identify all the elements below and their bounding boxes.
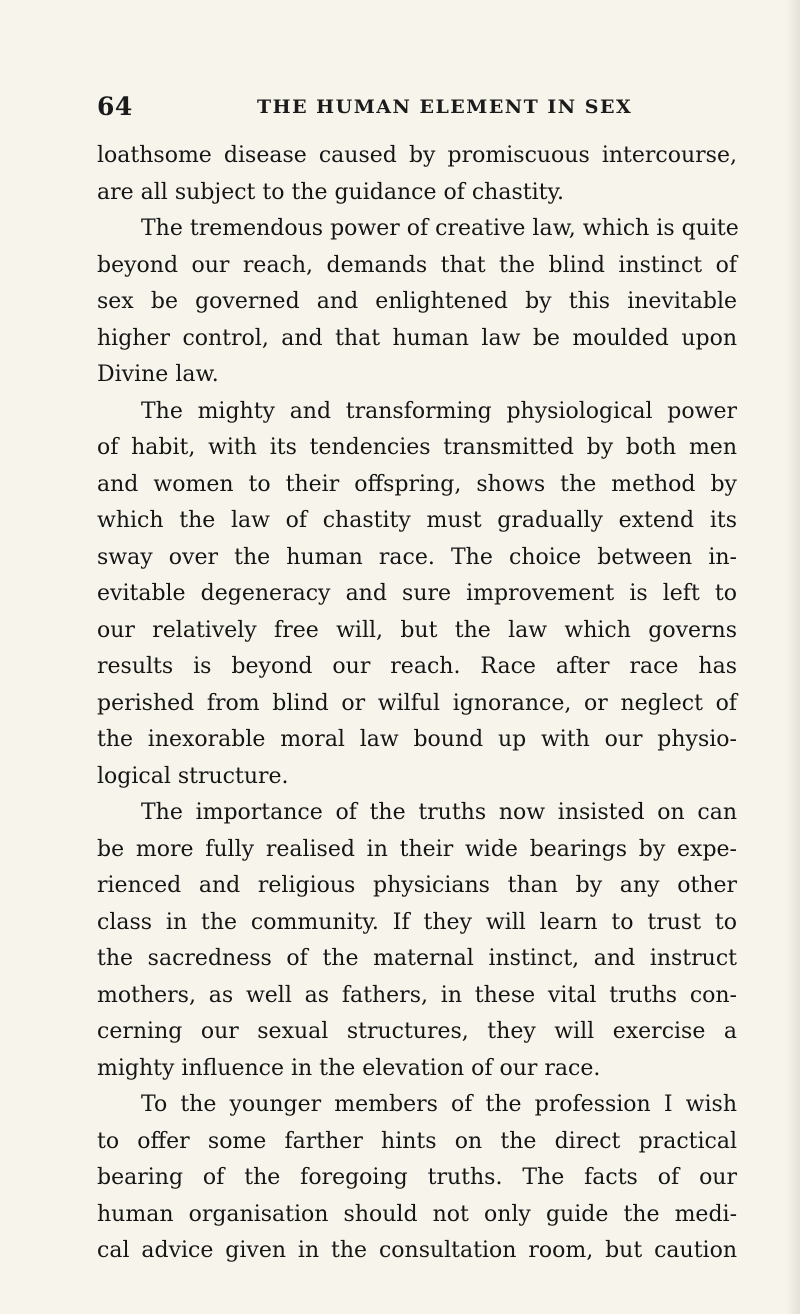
text-line: logical structure. bbox=[97, 763, 289, 789]
text-line: be more fully realised in their wide bearings by expe- bbox=[97, 836, 737, 862]
text-line: cerning our sexual structures, they will exercise a bbox=[97, 1019, 737, 1044]
text-line: of habit, with its tendencies transmitted by both men bbox=[97, 435, 737, 460]
text-line: bearing of the foregoing truths. The facts of our bbox=[97, 1165, 737, 1190]
text-line: and women to their offspring, shows the method by bbox=[97, 471, 737, 497]
text-line: the inexorable moral law bound up with our physio- bbox=[97, 727, 737, 752]
text-line: The importance of the truths now insisted on can bbox=[141, 800, 737, 825]
text-line: class in the community. If they will learn to trust to bbox=[97, 909, 737, 935]
text-line: mothers, as well as fathers, in these vital truths con- bbox=[97, 982, 737, 1008]
text-line: mighty influence in the elevation of our race. bbox=[97, 1055, 601, 1081]
text-line: sway over the human race. The choice between in- bbox=[97, 544, 737, 570]
text-line: beyond our reach, demands that the blind instinct of bbox=[97, 252, 737, 278]
running-header bbox=[97, 92, 717, 124]
text-line: the sacredness of the maternal instinct, and instruct bbox=[97, 946, 737, 971]
text-line: cal advice given in the consultation room, but caution bbox=[97, 1238, 737, 1263]
text-line: to offer some farther hints on the direct practical bbox=[97, 1128, 737, 1154]
page-edge-shadow bbox=[786, 0, 800, 1314]
text-line: are all subject to the guidance of chastity. bbox=[97, 179, 564, 205]
text-line: results is beyond our reach. Race after race has bbox=[97, 654, 737, 679]
text-line: Divine law. bbox=[97, 362, 219, 387]
text-line: our relatively free will, but the law which governs bbox=[97, 617, 737, 643]
text-line: sex be governed and enlightened by this inevitable bbox=[97, 289, 737, 314]
text-line: rienced and religious physicians than by any other bbox=[97, 873, 737, 898]
text-line: To the younger members of the profession I wish bbox=[141, 1092, 737, 1117]
text-line: higher control, and that human law be moulded upon bbox=[97, 325, 737, 351]
text-line: which the law of chastity must gradually extend its bbox=[97, 508, 737, 533]
text-line: evitable degeneracy and sure improvement is left to bbox=[97, 581, 737, 606]
text-line: human organisation should not only guide the medi- bbox=[97, 1201, 737, 1227]
body-text bbox=[97, 138, 737, 1270]
text-line: loathsome disease caused by promiscuous intercourse, bbox=[97, 143, 737, 168]
text-line: perished from blind or wilful ignorance, or neglect of bbox=[97, 690, 737, 716]
text-line: The tremendous power of creative law, which is quite bbox=[141, 216, 739, 241]
page-number: 64 bbox=[97, 92, 133, 121]
running-title: THE HUMAN ELEMENT IN SEX bbox=[257, 96, 633, 118]
text-line: The mighty and transforming physiological power bbox=[141, 398, 737, 424]
